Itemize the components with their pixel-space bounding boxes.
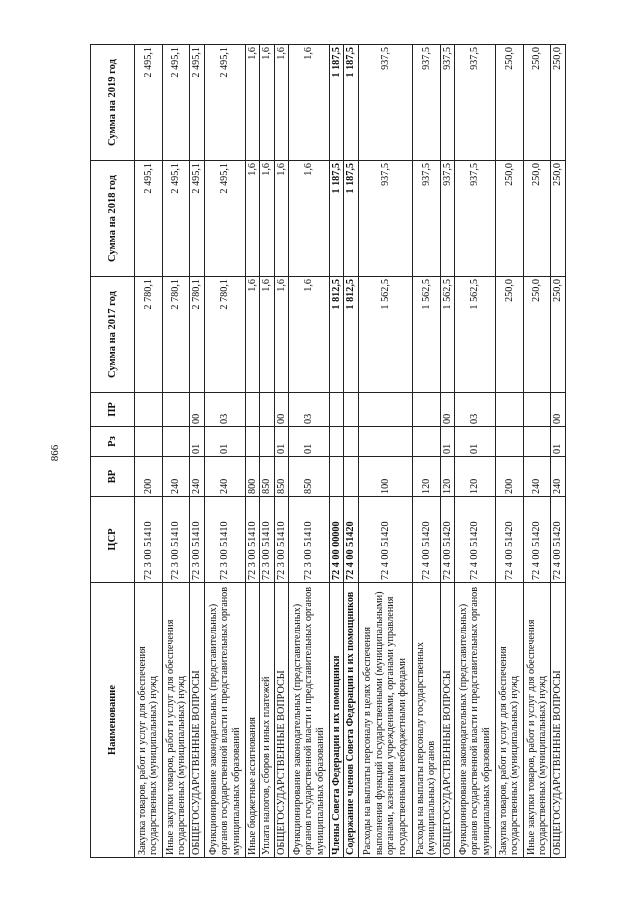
table-cell-pr: 00 <box>274 393 288 427</box>
table-cell-rz <box>496 427 524 457</box>
table-cell-csr: 72 4 00 51420 <box>440 497 454 583</box>
page-number: 866 <box>49 444 61 462</box>
table-cell-sum-2017: 1 562,5 <box>358 277 412 393</box>
header-sum-2018: Сумма на 2018 год <box>91 161 135 277</box>
table-cell-pr <box>162 393 190 427</box>
table-cell-sum-2018: 1,6 <box>245 161 259 277</box>
table-cell-rz <box>162 427 190 457</box>
table-row <box>344 45 358 858</box>
table-cell-sum-2019: 2 495,1 <box>162 45 190 161</box>
table-cell-vr: 120 <box>455 457 496 497</box>
table-cell-name: Функционирование законодательных (представительных) органов государственной власти и представительных органов муниципальных образований <box>455 583 496 858</box>
table-cell-vr: 240 <box>204 457 245 497</box>
table-cell-sum-2019: 2 495,1 <box>190 45 204 161</box>
table-cell-rz: 01 <box>190 427 204 457</box>
table-row <box>551 45 566 858</box>
table-cell-sum-2018: 1 187,5 <box>344 161 358 277</box>
table-cell-sum-2017: 250,0 <box>496 277 524 393</box>
table-cell-sum-2018: 2 495,1 <box>204 161 245 277</box>
table-row <box>523 45 551 858</box>
table-cell-vr: 120 <box>413 457 441 497</box>
table-cell-rz <box>135 427 163 457</box>
table-cell-csr: 72 3 00 51410 <box>245 497 259 583</box>
header-vr: ВР <box>91 457 135 497</box>
table-cell-sum-2018: 1,6 <box>260 161 274 277</box>
table-cell-name: ОБЩЕГОСУДАРСТВЕННЫЕ ВОПРОСЫ <box>190 583 204 858</box>
table-cell-csr: 72 4 00 51420 <box>551 497 566 583</box>
table-cell-sum-2018: 1,6 <box>289 161 330 277</box>
table-cell-name: Расходы на выплаты персоналу государственных (муниципальных) органов <box>413 583 441 858</box>
table-cell-pr: 03 <box>455 393 496 427</box>
table-cell-sum-2019: 1 187,5 <box>329 45 343 161</box>
table-row <box>329 45 343 858</box>
table-cell-name: Функционирование законодательных (представительных) органов государственной власти и представительных органов муниципальных образований <box>289 583 330 858</box>
table-cell-vr: 200 <box>135 457 163 497</box>
table-cell-name: Расходы на выплаты персоналу в целях обеспечения выполнения функций государственными (муниципальными) органами, казенными учреждениями, органами управления государственными внебюджетными фондами <box>358 583 412 858</box>
table-cell-rz: 01 <box>274 427 288 457</box>
table-row <box>135 45 163 858</box>
table-row <box>274 45 288 858</box>
table-cell-pr: 00 <box>551 393 566 427</box>
table-cell-name: ОБЩЕГОСУДАРСТВЕННЫЕ ВОПРОСЫ <box>440 583 454 858</box>
table-cell-rz: 01 <box>289 427 330 457</box>
table-cell-name: ОБЩЕГОСУДАРСТВЕННЫЕ ВОПРОСЫ <box>551 583 566 858</box>
table-cell-pr <box>496 393 524 427</box>
table-cell-name: Иные бюджетные ассигнования <box>245 583 259 858</box>
header-rz: Рз <box>91 427 135 457</box>
table-cell-sum-2017: 2 780,1 <box>162 277 190 393</box>
table-row <box>245 45 259 858</box>
table-cell-sum-2017: 1,6 <box>274 277 288 393</box>
table-cell-rz <box>358 427 412 457</box>
table-cell-sum-2017: 1 562,5 <box>413 277 441 393</box>
table-cell-vr: 240 <box>523 457 551 497</box>
table-cell-csr: 72 4 00 51420 <box>358 497 412 583</box>
table-cell-sum-2017: 2 780,1 <box>135 277 163 393</box>
table-cell-vr: 850 <box>274 457 288 497</box>
table-cell-csr: 72 3 00 51410 <box>289 497 330 583</box>
table-cell-sum-2018: 2 495,1 <box>190 161 204 277</box>
table-cell-name: ОБЩЕГОСУДАРСТВЕННЫЕ ВОПРОСЫ <box>274 583 288 858</box>
table-cell-rz <box>413 427 441 457</box>
table-cell-name: Иные закупки товаров, работ и услуг для обеспечения государственных (муниципальных) нужд <box>162 583 190 858</box>
table-cell-name: Иные закупки товаров, работ и услуг для обеспечения государственных (муниципальных) нужд <box>523 583 551 858</box>
table-cell-sum-2017: 1 562,5 <box>455 277 496 393</box>
table-header-row <box>91 45 135 858</box>
table-cell-name: Члены Совета Федерации и их помощники <box>329 583 343 858</box>
table-cell-sum-2017: 2 780,1 <box>204 277 245 393</box>
table-cell-pr <box>344 393 358 427</box>
table-cell-name: Функционирование законодательных (представительных) органов государственной власти и представительных органов муниципальных образований <box>204 583 245 858</box>
table-cell-pr <box>329 393 343 427</box>
table-cell-csr: 72 4 00 51420 <box>413 497 441 583</box>
header-csr: ЦСР <box>91 497 135 583</box>
table-cell-pr <box>260 393 274 427</box>
table-cell-name: Закупка товаров, работ и услуг для обеспечения государственных (муниципальных) нужд <box>496 583 524 858</box>
table-cell-sum-2019: 937,5 <box>455 45 496 161</box>
table-cell-vr: 100 <box>358 457 412 497</box>
table-cell-sum-2018: 937,5 <box>413 161 441 277</box>
table-cell-csr: 72 3 00 51410 <box>162 497 190 583</box>
table-row <box>289 45 330 858</box>
table-cell-rz <box>344 427 358 457</box>
table-cell-sum-2017: 1 812,5 <box>344 277 358 393</box>
table-cell-sum-2018: 250,0 <box>496 161 524 277</box>
table-cell-sum-2018: 1,6 <box>274 161 288 277</box>
table-cell-name: Содержание членов Совета Федерации и их помощников <box>344 583 358 858</box>
table-cell-csr: 72 3 00 51410 <box>260 497 274 583</box>
table-cell-pr: 00 <box>190 393 204 427</box>
table-cell-vr <box>329 457 343 497</box>
table-cell-rz <box>329 427 343 457</box>
table-body <box>135 45 566 858</box>
table-cell-csr: 72 4 00 51420 <box>455 497 496 583</box>
table-cell-sum-2019: 250,0 <box>496 45 524 161</box>
table-cell-vr: 850 <box>260 457 274 497</box>
table-cell-pr: 03 <box>289 393 330 427</box>
table-cell-sum-2019: 1 187,5 <box>344 45 358 161</box>
table-cell-sum-2017: 1,6 <box>245 277 259 393</box>
table-cell-sum-2018: 250,0 <box>551 161 566 277</box>
table-cell-rz: 01 <box>455 427 496 457</box>
table-cell-sum-2017: 1,6 <box>289 277 330 393</box>
table-cell-pr <box>358 393 412 427</box>
table-cell-sum-2017: 1 562,5 <box>440 277 454 393</box>
table-row <box>413 45 441 858</box>
header-sum-2019: Сумма на 2019 год <box>91 45 135 161</box>
table-cell-pr <box>523 393 551 427</box>
table-cell-pr: 00 <box>440 393 454 427</box>
table-cell-csr: 72 4 00 51420 <box>344 497 358 583</box>
table-cell-sum-2019: 250,0 <box>523 45 551 161</box>
table-row <box>260 45 274 858</box>
table-row <box>455 45 496 858</box>
table-row <box>204 45 245 858</box>
table-cell-csr: 72 3 00 51410 <box>274 497 288 583</box>
table-cell-csr: 72 3 00 51410 <box>190 497 204 583</box>
table-cell-csr: 72 3 00 51410 <box>204 497 245 583</box>
table-cell-sum-2018: 2 495,1 <box>162 161 190 277</box>
table-cell-sum-2017: 2 780,1 <box>190 277 204 393</box>
table-row <box>358 45 412 858</box>
table-cell-sum-2017: 1,6 <box>260 277 274 393</box>
table-row <box>190 45 204 858</box>
table-cell-sum-2019: 937,5 <box>440 45 454 161</box>
table-cell-csr: 72 4 00 51420 <box>496 497 524 583</box>
table-cell-sum-2019: 2 495,1 <box>135 45 163 161</box>
table-cell-rz: 01 <box>204 427 245 457</box>
table-cell-sum-2019: 1,6 <box>289 45 330 161</box>
table-cell-sum-2018: 1 187,5 <box>329 161 343 277</box>
header-name: Наименование <box>91 583 135 858</box>
table-cell-rz <box>523 427 551 457</box>
table-cell-sum-2017: 1 812,5 <box>329 277 343 393</box>
table-cell-sum-2019: 1,6 <box>245 45 259 161</box>
table-cell-rz <box>260 427 274 457</box>
table-cell-vr: 800 <box>245 457 259 497</box>
table-cell-sum-2018: 937,5 <box>358 161 412 277</box>
table-cell-vr: 120 <box>440 457 454 497</box>
table-cell-vr: 850 <box>289 457 330 497</box>
table-cell-sum-2019: 2 495,1 <box>204 45 245 161</box>
table-cell-sum-2019: 1,6 <box>260 45 274 161</box>
table-cell-sum-2018: 2 495,1 <box>135 161 163 277</box>
table-row <box>162 45 190 858</box>
table-cell-pr <box>245 393 259 427</box>
table-cell-pr: 03 <box>204 393 245 427</box>
table-cell-vr: 240 <box>551 457 566 497</box>
table-cell-name: Закупка товаров, работ и услуг для обеспечения государственных (муниципальных) нужд <box>135 583 163 858</box>
table-cell-sum-2018: 250,0 <box>523 161 551 277</box>
table-row <box>440 45 454 858</box>
table-cell-vr: 200 <box>496 457 524 497</box>
budget-table-rotated <box>90 45 566 858</box>
header-pr: ПР <box>91 393 135 427</box>
table-cell-csr: 72 3 00 51410 <box>135 497 163 583</box>
table-cell-vr: 240 <box>190 457 204 497</box>
table-cell-sum-2019: 937,5 <box>413 45 441 161</box>
table-cell-name: Уплата налогов, сборов и иных платежей <box>260 583 274 858</box>
budget-table <box>90 44 566 858</box>
table-cell-sum-2018: 937,5 <box>440 161 454 277</box>
table-cell-rz <box>245 427 259 457</box>
table-row <box>496 45 524 858</box>
table-cell-pr <box>135 393 163 427</box>
table-cell-sum-2017: 250,0 <box>551 277 566 393</box>
table-cell-csr: 72 4 00 00000 <box>329 497 343 583</box>
table-cell-sum-2019: 1,6 <box>274 45 288 161</box>
table-cell-sum-2017: 250,0 <box>523 277 551 393</box>
table-cell-vr <box>344 457 358 497</box>
table-cell-sum-2019: 937,5 <box>358 45 412 161</box>
table-cell-pr <box>413 393 441 427</box>
table-cell-sum-2018: 937,5 <box>455 161 496 277</box>
table-cell-rz: 01 <box>551 427 566 457</box>
table-cell-csr: 72 4 00 51420 <box>523 497 551 583</box>
table-cell-sum-2019: 250,0 <box>551 45 566 161</box>
header-sum-2017: Сумма на 2017 год <box>91 277 135 393</box>
table-cell-vr: 240 <box>162 457 190 497</box>
table-cell-rz: 01 <box>440 427 454 457</box>
